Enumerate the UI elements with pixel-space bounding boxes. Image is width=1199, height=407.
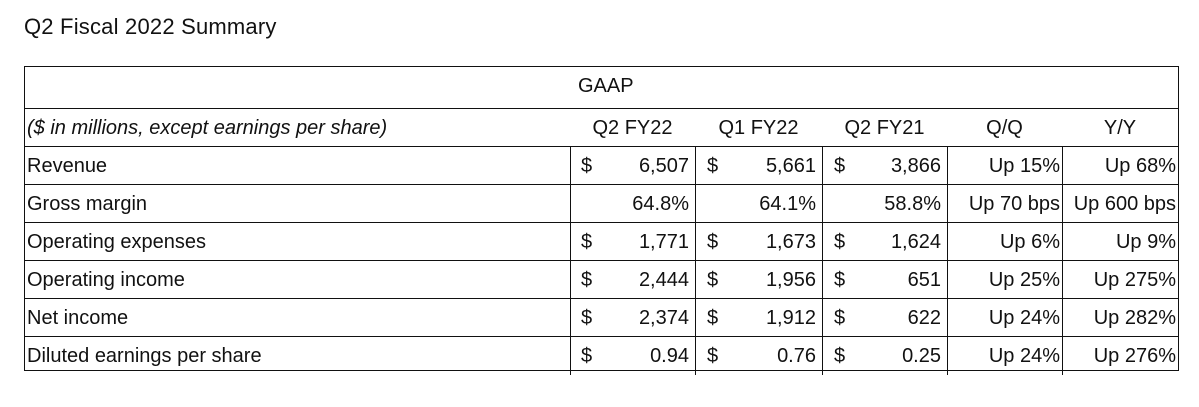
currency-symbol: $ (581, 345, 593, 367)
table-row (25, 222, 1178, 261)
value-qq: Up 24% (988, 345, 1060, 367)
row-label: Net income (27, 307, 129, 329)
gaap-group-label: GAAP (578, 75, 634, 97)
col-header-yy: Y/Y (1103, 117, 1137, 139)
col-header-q2fy22: Q2 FY22 (592, 117, 673, 139)
summary-table (24, 66, 1179, 371)
value-q2fy22: 2,374 (638, 307, 689, 329)
table-row (25, 336, 1178, 375)
value-q2fy22: 64.8% (632, 193, 689, 215)
currency-symbol: $ (707, 345, 719, 367)
value-q2fy21: 651 (907, 269, 941, 291)
table-row (25, 298, 1178, 337)
currency-symbol: $ (707, 307, 719, 329)
value-q2fy22: 0.94 (650, 345, 689, 367)
value-q2fy21: 58.8% (884, 193, 941, 215)
value-q2fy21: 622 (907, 307, 941, 329)
value-q1fy22: 1,956 (765, 269, 816, 291)
value-qq: Up 6% (999, 231, 1060, 253)
col-header-q2fy21: Q2 FY21 (844, 117, 925, 139)
value-q2fy21: 3,866 (890, 155, 941, 177)
value-q2fy21: 1,624 (890, 231, 941, 253)
value-q2fy22: 1,771 (638, 231, 689, 253)
currency-symbol: $ (581, 307, 593, 329)
row-label: Operating income (27, 269, 185, 291)
value-yy: Up 275% (1093, 269, 1176, 291)
value-yy: Up 600 bps (1073, 193, 1176, 215)
page-title: Q2 Fiscal 2022 Summary (24, 14, 277, 39)
currency-symbol: $ (834, 231, 846, 253)
row-label: Diluted earnings per share (27, 345, 262, 367)
value-qq: Up 24% (988, 307, 1060, 329)
value-yy: Up 282% (1093, 307, 1176, 329)
value-yy: Up 68% (1104, 155, 1176, 177)
table-row (25, 146, 1178, 185)
value-yy: Up 276% (1093, 345, 1176, 367)
currency-symbol: $ (581, 155, 593, 177)
value-qq: Up 15% (988, 155, 1060, 177)
row-label: Revenue (27, 155, 108, 177)
value-q1fy22: 1,673 (765, 231, 816, 253)
currency-symbol: $ (834, 269, 846, 291)
row-label: Operating expenses (27, 231, 207, 253)
value-qq: Up 25% (988, 269, 1060, 291)
currency-symbol: $ (707, 231, 719, 253)
value-q1fy22: 1,912 (765, 307, 816, 329)
currency-symbol: $ (581, 231, 593, 253)
value-q1fy22: 5,661 (765, 155, 816, 177)
col-header-q1fy22: Q1 FY22 (718, 117, 799, 139)
header-units-label: ($ in millions, except earnings per share) (27, 117, 388, 139)
currency-symbol: $ (834, 307, 846, 329)
table-row (25, 260, 1178, 299)
col-header-qq: Q/Q (986, 117, 1023, 139)
currency-symbol: $ (581, 269, 593, 291)
value-q1fy22: 0.76 (777, 345, 816, 367)
currency-symbol: $ (834, 155, 846, 177)
value-q2fy21: 0.25 (902, 345, 941, 367)
value-q2fy22: 6,507 (638, 155, 689, 177)
row-label: Gross margin (27, 193, 148, 215)
currency-symbol: $ (707, 155, 719, 177)
table-row (25, 184, 1178, 223)
value-qq: Up 70 bps (968, 193, 1060, 215)
table-header-row (25, 108, 1178, 147)
currency-symbol: $ (707, 269, 719, 291)
value-q1fy22: 64.1% (759, 193, 816, 215)
value-yy: Up 9% (1115, 231, 1176, 253)
currency-symbol: $ (834, 345, 846, 367)
value-q2fy22: 2,444 (638, 269, 689, 291)
